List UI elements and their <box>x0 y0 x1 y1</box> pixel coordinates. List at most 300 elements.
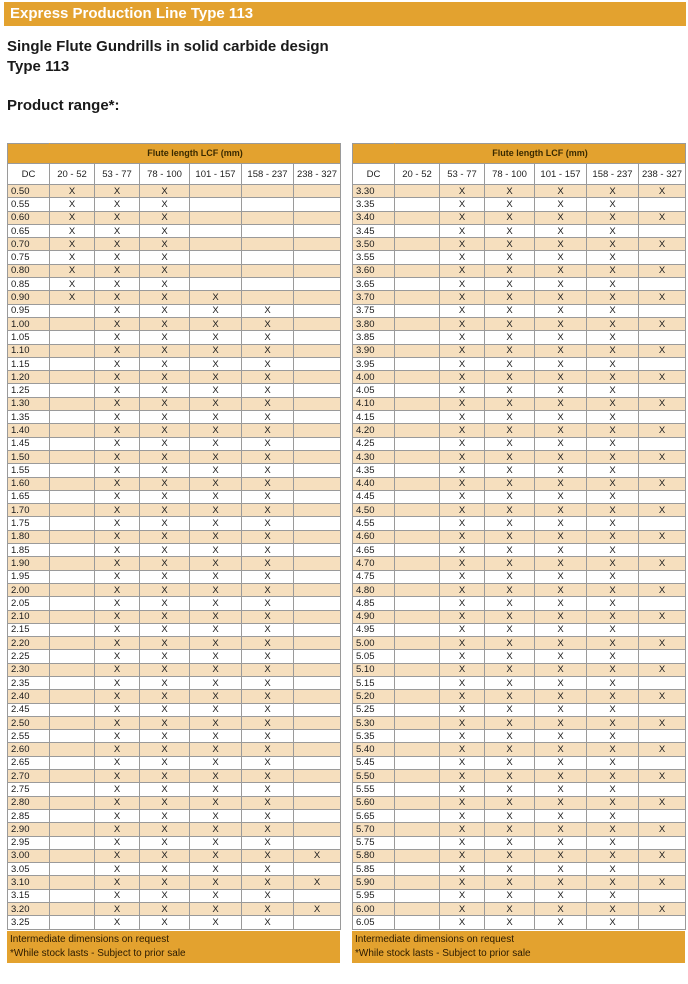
availability-cell <box>639 730 686 743</box>
availability-cell <box>294 889 341 902</box>
availability-cell: X <box>190 716 242 729</box>
availability-cell: X <box>535 650 587 663</box>
availability-cell: X <box>639 211 686 224</box>
availability-cell: X <box>440 264 485 277</box>
availability-cell <box>639 384 686 397</box>
table-row <box>353 530 686 543</box>
column-header: 238 - 327 <box>639 164 686 185</box>
availability-cell: X <box>485 384 535 397</box>
column-header: 158 - 237 <box>242 164 294 185</box>
availability-cell: X <box>587 650 639 663</box>
availability-cell <box>395 756 440 769</box>
table-row <box>8 278 341 291</box>
availability-cell <box>294 490 341 503</box>
dc-cell: 4.30 <box>353 450 395 463</box>
availability-cell: X <box>50 264 95 277</box>
availability-cell <box>639 783 686 796</box>
availability-cell: X <box>587 504 639 517</box>
availability-cell <box>190 238 242 251</box>
table-row <box>8 650 341 663</box>
availability-cell: X <box>190 849 242 862</box>
availability-cell <box>294 291 341 304</box>
dc-cell: 1.40 <box>8 424 50 437</box>
table-row <box>8 238 341 251</box>
availability-cell: X <box>440 809 485 822</box>
availability-cell: X <box>95 863 140 876</box>
table-row <box>8 623 341 636</box>
availability-cell: X <box>140 371 190 384</box>
dc-cell: 2.80 <box>8 796 50 809</box>
availability-cell: X <box>587 703 639 716</box>
dc-cell: 5.45 <box>353 756 395 769</box>
availability-cell: X <box>587 530 639 543</box>
availability-cell: X <box>587 676 639 689</box>
table-row <box>8 291 341 304</box>
availability-cell: X <box>440 357 485 370</box>
table-row <box>353 610 686 623</box>
availability-cell <box>50 730 95 743</box>
availability-cell <box>242 291 294 304</box>
availability-cell: X <box>587 490 639 503</box>
availability-cell: X <box>190 743 242 756</box>
dc-cell: 6.05 <box>353 916 395 929</box>
dc-cell: 2.15 <box>8 623 50 636</box>
column-header: 78 - 100 <box>140 164 190 185</box>
availability-cell: X <box>140 185 190 198</box>
availability-cell: X <box>485 610 535 623</box>
availability-cell <box>294 185 341 198</box>
availability-cell: X <box>190 544 242 557</box>
availability-cell <box>395 450 440 463</box>
availability-cell: X <box>190 597 242 610</box>
availability-cell <box>395 211 440 224</box>
availability-cell: X <box>140 304 190 317</box>
table-row <box>353 836 686 849</box>
availability-cell: X <box>140 424 190 437</box>
availability-cell: X <box>190 530 242 543</box>
availability-cell: X <box>485 823 535 836</box>
availability-cell <box>294 743 341 756</box>
availability-cell <box>294 637 341 650</box>
availability-cell <box>294 557 341 570</box>
availability-cell: X <box>535 637 587 650</box>
availability-cell <box>50 716 95 729</box>
column-header: 53 - 77 <box>440 164 485 185</box>
availability-cell <box>294 251 341 264</box>
availability-cell: X <box>95 544 140 557</box>
table-row <box>8 863 341 876</box>
availability-cell: X <box>639 663 686 676</box>
dc-cell: 2.00 <box>8 583 50 596</box>
availability-cell: X <box>95 783 140 796</box>
availability-cell <box>50 357 95 370</box>
availability-cell: X <box>587 291 639 304</box>
availability-cell: X <box>140 916 190 929</box>
availability-cell: X <box>440 889 485 902</box>
dc-cell: 3.55 <box>353 251 395 264</box>
dc-cell: 5.60 <box>353 796 395 809</box>
availability-cell <box>50 437 95 450</box>
availability-cell: X <box>190 291 242 304</box>
availability-cell <box>50 557 95 570</box>
availability-cell: X <box>190 384 242 397</box>
table-row <box>353 185 686 198</box>
availability-cell: X <box>140 464 190 477</box>
table-row <box>8 903 341 916</box>
availability-cell: X <box>535 344 587 357</box>
availability-cell: X <box>50 211 95 224</box>
table-row <box>353 357 686 370</box>
availability-cell <box>395 583 440 596</box>
availability-cell: X <box>535 770 587 783</box>
availability-cell <box>50 530 95 543</box>
table-row <box>353 863 686 876</box>
availability-cell: X <box>535 211 587 224</box>
availability-cell: X <box>485 544 535 557</box>
table-row <box>353 716 686 729</box>
availability-cell: X <box>242 703 294 716</box>
availability-cell: X <box>639 264 686 277</box>
availability-cell: X <box>242 916 294 929</box>
dc-cell: 5.85 <box>353 863 395 876</box>
availability-cell: X <box>535 185 587 198</box>
availability-cell: X <box>190 823 242 836</box>
availability-cell: X <box>242 663 294 676</box>
table-row <box>8 889 341 902</box>
availability-cell: X <box>140 597 190 610</box>
availability-cell: X <box>140 198 190 211</box>
availability-cell: X <box>639 583 686 596</box>
availability-cell: X <box>140 876 190 889</box>
availability-cell: X <box>587 437 639 450</box>
availability-cell: X <box>140 730 190 743</box>
availability-cell: X <box>535 238 587 251</box>
availability-cell: X <box>140 291 190 304</box>
availability-cell: X <box>440 876 485 889</box>
availability-cell: X <box>190 477 242 490</box>
dc-cell: 1.60 <box>8 477 50 490</box>
dc-cell: 2.25 <box>8 650 50 663</box>
page-title <box>7 37 329 77</box>
availability-cell: X <box>294 849 341 862</box>
availability-cell <box>50 849 95 862</box>
availability-cell: X <box>485 676 535 689</box>
availability-cell: X <box>639 796 686 809</box>
table-row <box>353 743 686 756</box>
availability-cell: X <box>95 185 140 198</box>
availability-cell: X <box>440 517 485 530</box>
availability-cell: X <box>535 464 587 477</box>
column-header: DC <box>353 164 395 185</box>
availability-cell: X <box>639 637 686 650</box>
availability-cell: X <box>639 823 686 836</box>
availability-cell: X <box>140 676 190 689</box>
availability-cell: X <box>485 264 535 277</box>
availability-cell <box>395 770 440 783</box>
availability-cell <box>294 663 341 676</box>
availability-cell: X <box>95 344 140 357</box>
dc-cell: 2.60 <box>8 743 50 756</box>
availability-cell: X <box>587 344 639 357</box>
dc-cell: 0.80 <box>8 264 50 277</box>
availability-cell: X <box>535 278 587 291</box>
availability-cell <box>50 570 95 583</box>
availability-cell <box>395 384 440 397</box>
availability-cell: X <box>587 357 639 370</box>
availability-cell: X <box>639 849 686 862</box>
availability-cell: X <box>95 424 140 437</box>
availability-cell: X <box>639 770 686 783</box>
dc-cell: 0.60 <box>8 211 50 224</box>
availability-cell: X <box>242 770 294 783</box>
availability-cell: X <box>485 224 535 237</box>
availability-cell: X <box>440 477 485 490</box>
availability-cell: X <box>587 903 639 916</box>
availability-cell: X <box>95 876 140 889</box>
availability-cell: X <box>535 849 587 862</box>
flute-length-header: Flute length LCF (mm) <box>395 144 686 164</box>
availability-cell <box>395 836 440 849</box>
dc-cell: 1.90 <box>8 557 50 570</box>
availability-cell <box>395 437 440 450</box>
availability-cell: X <box>140 836 190 849</box>
availability-cell <box>395 690 440 703</box>
availability-cell <box>395 464 440 477</box>
availability-cell: X <box>535 357 587 370</box>
availability-cell: X <box>587 450 639 463</box>
availability-cell: X <box>50 198 95 211</box>
availability-cell: X <box>190 637 242 650</box>
availability-cell <box>395 623 440 636</box>
availability-cell: X <box>440 637 485 650</box>
availability-cell <box>50 464 95 477</box>
availability-cell: X <box>50 251 95 264</box>
availability-cell: X <box>95 809 140 822</box>
availability-cell <box>395 317 440 330</box>
availability-cell: X <box>440 450 485 463</box>
availability-cell: X <box>190 490 242 503</box>
dc-cell: 2.40 <box>8 690 50 703</box>
dc-cell: 4.20 <box>353 424 395 437</box>
availability-cell: X <box>190 623 242 636</box>
dc-cell: 1.35 <box>8 411 50 424</box>
availability-cell <box>395 557 440 570</box>
table-row <box>353 464 686 477</box>
availability-cell: X <box>535 264 587 277</box>
availability-cell: X <box>587 278 639 291</box>
availability-cell <box>294 211 341 224</box>
availability-cell: X <box>485 756 535 769</box>
availability-cell: X <box>95 278 140 291</box>
dc-cell: 3.95 <box>353 357 395 370</box>
availability-cell: X <box>587 690 639 703</box>
availability-cell <box>50 756 95 769</box>
table-row <box>353 823 686 836</box>
table-row <box>8 823 341 836</box>
availability-cell: X <box>190 411 242 424</box>
availability-cell: X <box>95 357 140 370</box>
availability-cell: X <box>587 836 639 849</box>
availability-cell: X <box>535 876 587 889</box>
dc-cell: 1.45 <box>8 437 50 450</box>
availability-cell <box>294 344 341 357</box>
dc-cell: 2.70 <box>8 770 50 783</box>
availability-cell <box>294 863 341 876</box>
table-row <box>353 384 686 397</box>
availability-cell <box>294 464 341 477</box>
dc-cell: 4.25 <box>353 437 395 450</box>
availability-cell <box>294 238 341 251</box>
dc-cell: 0.65 <box>8 224 50 237</box>
availability-cell: X <box>242 583 294 596</box>
availability-cell: X <box>485 836 535 849</box>
availability-cell <box>294 623 341 636</box>
availability-cell <box>294 198 341 211</box>
availability-cell: X <box>242 823 294 836</box>
availability-cell <box>395 251 440 264</box>
availability-cell <box>294 836 341 849</box>
dc-cell: 1.50 <box>8 450 50 463</box>
table-row <box>8 450 341 463</box>
dc-cell: 5.90 <box>353 876 395 889</box>
dc-cell: 5.40 <box>353 743 395 756</box>
availability-cell <box>294 424 341 437</box>
availability-cell: X <box>140 809 190 822</box>
availability-cell <box>294 650 341 663</box>
dc-cell: 0.50 <box>8 185 50 198</box>
availability-cell: X <box>95 849 140 862</box>
availability-cell: X <box>535 490 587 503</box>
availability-cell <box>395 730 440 743</box>
availability-cell <box>395 823 440 836</box>
availability-cell: X <box>587 397 639 410</box>
availability-cell: X <box>639 185 686 198</box>
availability-cell: X <box>639 424 686 437</box>
availability-cell <box>50 663 95 676</box>
availability-cell <box>294 357 341 370</box>
availability-cell: X <box>95 623 140 636</box>
availability-cell: X <box>140 517 190 530</box>
availability-cell <box>639 464 686 477</box>
availability-cell: X <box>485 557 535 570</box>
availability-cell: X <box>190 610 242 623</box>
availability-cell <box>395 185 440 198</box>
availability-cell: X <box>535 903 587 916</box>
table-row <box>353 437 686 450</box>
table-row <box>353 517 686 530</box>
availability-cell <box>50 317 95 330</box>
availability-cell <box>50 637 95 650</box>
availability-cell: X <box>242 477 294 490</box>
availability-cell: X <box>485 291 535 304</box>
availability-cell: X <box>485 437 535 450</box>
availability-cell: X <box>95 570 140 583</box>
availability-cell: X <box>242 504 294 517</box>
availability-cell: X <box>587 743 639 756</box>
availability-cell: X <box>440 504 485 517</box>
table-footer-note <box>352 931 685 963</box>
table-row <box>8 517 341 530</box>
availability-cell: X <box>535 411 587 424</box>
availability-cell: X <box>440 397 485 410</box>
availability-cell: X <box>440 198 485 211</box>
availability-cell: X <box>242 743 294 756</box>
table-row <box>353 570 686 583</box>
availability-cell <box>639 331 686 344</box>
availability-cell: X <box>485 663 535 676</box>
availability-cell <box>639 809 686 822</box>
dc-cell: 3.70 <box>353 291 395 304</box>
availability-cell: X <box>485 783 535 796</box>
availability-cell: X <box>587 809 639 822</box>
availability-cell: X <box>95 397 140 410</box>
availability-cell <box>50 504 95 517</box>
availability-cell: X <box>95 517 140 530</box>
dc-cell: 3.15 <box>8 889 50 902</box>
availability-cell: X <box>485 477 535 490</box>
header-bar-title: Express Production Line Type 113 <box>10 5 254 22</box>
dc-cell: 5.25 <box>353 703 395 716</box>
availability-cell <box>294 317 341 330</box>
table-row <box>8 770 341 783</box>
availability-cell: X <box>95 238 140 251</box>
availability-cell: X <box>440 756 485 769</box>
availability-cell: X <box>440 863 485 876</box>
availability-cell: X <box>95 597 140 610</box>
availability-cell <box>50 876 95 889</box>
availability-cell <box>395 916 440 929</box>
column-header: 53 - 77 <box>95 164 140 185</box>
availability-cell: X <box>242 637 294 650</box>
availability-cell: X <box>140 703 190 716</box>
availability-cell: X <box>535 623 587 636</box>
availability-cell: X <box>95 530 140 543</box>
table-footer-note <box>7 931 340 963</box>
dc-cell: 5.75 <box>353 836 395 849</box>
availability-cell: X <box>535 424 587 437</box>
table-row <box>353 317 686 330</box>
availability-cell: X <box>440 557 485 570</box>
availability-cell: X <box>242 809 294 822</box>
availability-cell: X <box>440 530 485 543</box>
availability-cell: X <box>190 730 242 743</box>
availability-cell <box>294 823 341 836</box>
availability-cell: X <box>95 477 140 490</box>
availability-cell: X <box>95 450 140 463</box>
availability-cell <box>639 650 686 663</box>
dc-cell: 1.55 <box>8 464 50 477</box>
availability-cell <box>639 411 686 424</box>
availability-cell: X <box>190 809 242 822</box>
availability-cell: X <box>190 876 242 889</box>
column-header: 20 - 52 <box>50 164 95 185</box>
availability-cell: X <box>587 770 639 783</box>
availability-cell: X <box>440 836 485 849</box>
availability-cell: X <box>95 371 140 384</box>
availability-cell: X <box>140 796 190 809</box>
dc-cell: 5.80 <box>353 849 395 862</box>
availability-cell: X <box>485 198 535 211</box>
availability-cell: X <box>140 783 190 796</box>
availability-cell: X <box>50 224 95 237</box>
dc-cell: 5.70 <box>353 823 395 836</box>
availability-cell: X <box>535 889 587 902</box>
availability-cell <box>242 264 294 277</box>
availability-cell: X <box>587 637 639 650</box>
availability-cell <box>395 703 440 716</box>
dc-cell: 4.05 <box>353 384 395 397</box>
availability-cell <box>50 490 95 503</box>
